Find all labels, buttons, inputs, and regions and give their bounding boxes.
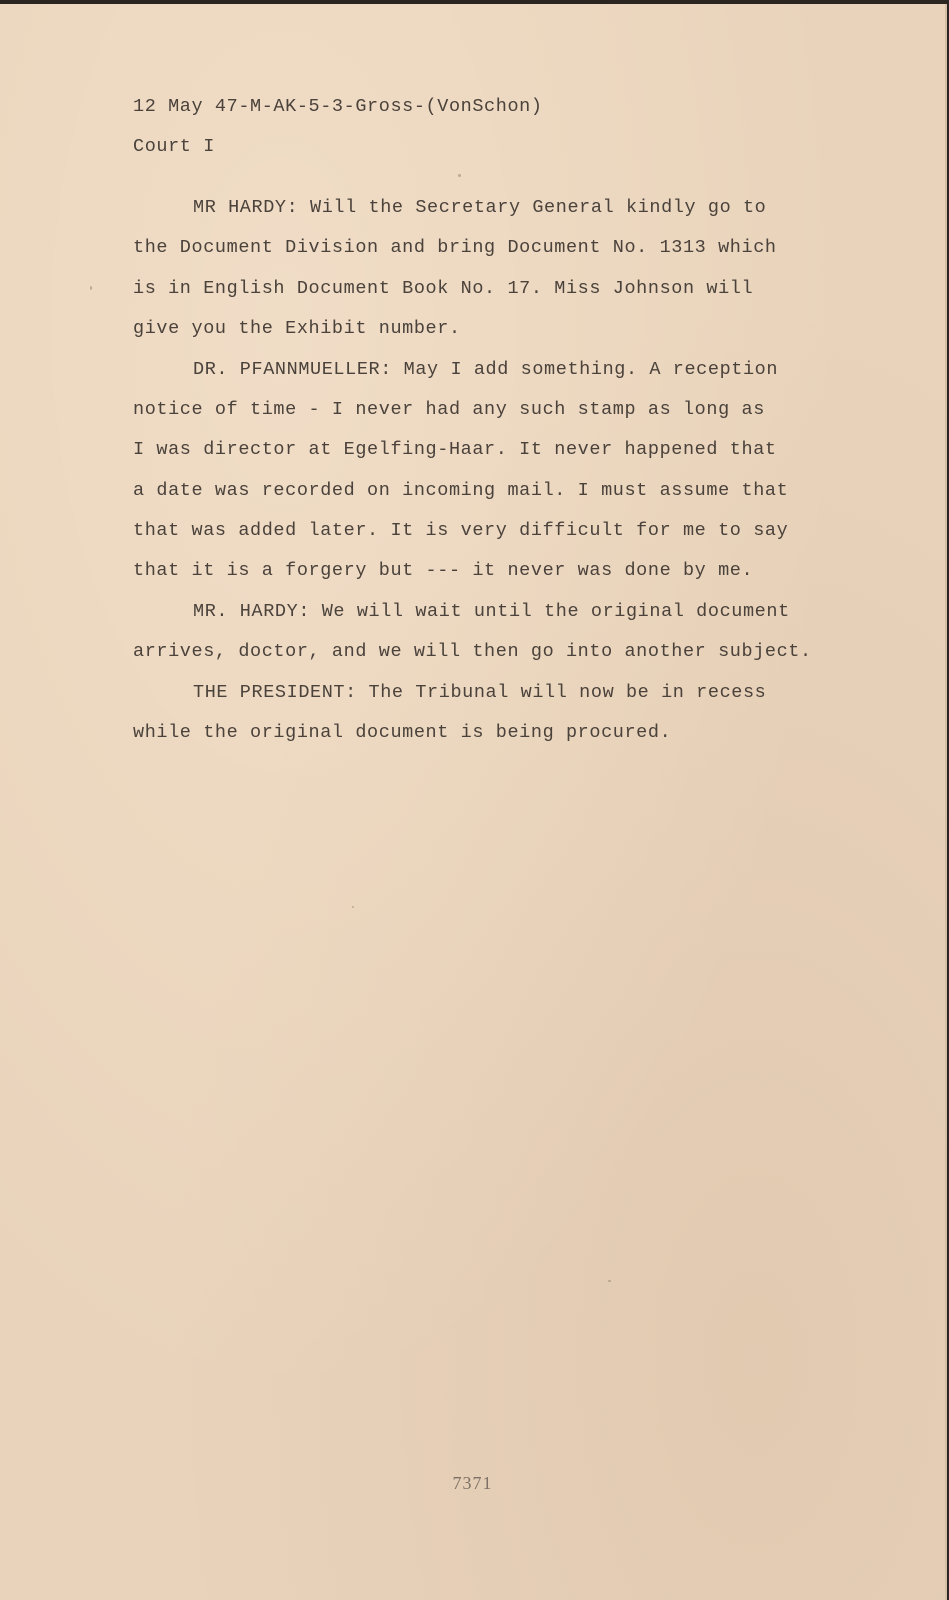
document-page	[0, 4, 947, 1600]
transcript-line: while the original document is being procured.	[133, 722, 672, 743]
transcript-line: a date was recorded on incoming mail. I must assume that	[133, 480, 789, 501]
transcript-line: the Document Division and bring Document No. 1313 which	[133, 237, 777, 258]
paper-speck	[608, 1280, 611, 1282]
paper-speck	[458, 174, 461, 177]
transcript-line: that it is a forgery but --- it never was done by me.	[133, 560, 754, 581]
transcript-line: MR HARDY: Will the Secretary General kindly go to	[193, 197, 767, 218]
transcript-line: notice of time - I never had any such stamp as long as	[133, 399, 765, 420]
paper-speck	[90, 286, 92, 290]
transcript-line: MR. HARDY: We will wait until the original document	[193, 601, 790, 622]
transcript-line: THE PRESIDENT: The Tribunal will now be in recess	[193, 682, 767, 703]
court-label: Court I	[133, 136, 215, 157]
document-id-line: 12 May 47-M-AK-5-3-Gross-(VonSchon)	[133, 96, 543, 117]
transcript-line: give you the Exhibit number.	[133, 318, 461, 339]
transcript-line: that was added later. It is very difficult for me to say	[133, 520, 789, 541]
transcript-line: I was director at Egelfing-Haar. It never happened that	[133, 439, 777, 460]
paper-speck	[352, 906, 354, 908]
transcript-line: arrives, doctor, and we will then go into another subject.	[133, 641, 812, 662]
transcript-line: is in English Document Book No. 17. Miss Johnson will	[133, 278, 754, 299]
transcript-line: DR. PFANNMUELLER: May I add something. A reception	[193, 359, 779, 380]
page-number: 7371	[452, 1473, 493, 1493]
